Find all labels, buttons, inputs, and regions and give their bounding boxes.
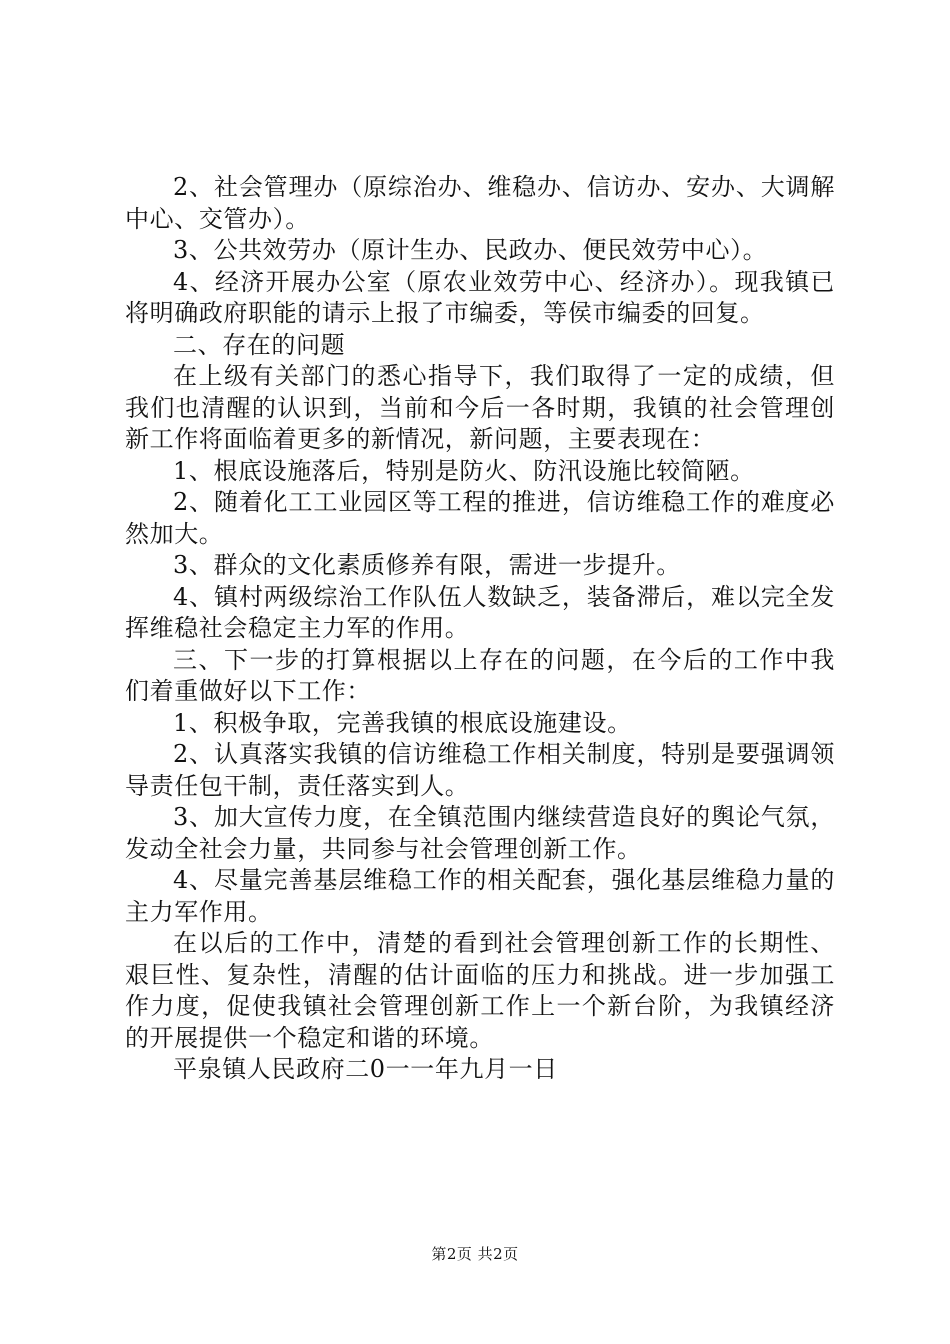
paragraph-problem-3: 3、群众的文化素质修养有限，需进一步提升。 [173, 551, 681, 579]
paragraph-public-service-office: 3、公共效劳办（原计生办、民政办、便民效劳中心）。 [173, 236, 768, 264]
paragraph-economic-development-office: 4、经济开展办公室（原农业效劳中心、经济办）。现我镇已将明确政府职能的请示上报了市编委，等侯市编委的回复。 [125, 267, 835, 327]
page-number-label: 第2页 共2页 [431, 1245, 519, 1263]
paragraph-plan-3: 3、加大宣传力度，在全镇范围内继续营造良好的舆论气氛，发动全社会力量，共同参与社会管理创新工作。 [125, 803, 835, 863]
section-heading-existing-problems: 二、存在的问题 [173, 330, 346, 359]
paragraph-problem-4: 4、镇村两级综治工作队伍人数缺乏，装备滞后，难以完全发挥维稳社会稳定主力军的作用。 [125, 582, 835, 642]
signature-line: 平泉镇人民政府二0一一年九月一日 [173, 1055, 558, 1083]
paragraph-plan-4: 4、尽量完善基层维稳工作的相关配套，强化基层维稳力量的主力军作用。 [125, 866, 835, 926]
paragraph-conclusion: 在以后的工作中，清楚的看到社会管理创新工作的长期性、艰巨性、复杂性，清醒的估计面临的压力和挑战。进一步加强工作力度，促使我镇社会管理创新工作上一个新台阶，为我镇经济的开展提供一个稳定和谐的环境。 [125, 929, 835, 1052]
paragraph-problems-intro: 在上级有关部门的悉心指导下，我们取得了一定的成绩，但我们也清醒的认识到，当前和今后一各时期，我镇的社会管理创新工作将面临着更多的新情况，新问题，主要表现在： [125, 362, 835, 453]
paragraph-problem-2: 2、随着化工工业园区等工程的推进，信访维稳工作的难度必然加大。 [125, 488, 835, 548]
paragraph-problem-1: 1、根底设施落后，特别是防火、防汛设施比较简陋。 [173, 456, 755, 485]
paragraph-plan-1: 1、积极争取，完善我镇的根底设施建设。 [173, 708, 632, 737]
document-body [125, 172, 835, 1086]
paragraph-social-management-office: 2、社会管理办（原综治办、维稳办、信访办、安办、大调解中心、交管办）。 [125, 173, 835, 233]
page-footer [0, 1244, 950, 1264]
section-heading-next-steps: 三、下一步的打算根据以上存在的问题，在今后的工作中我们着重做好以下工作： [125, 645, 835, 705]
paragraph-plan-2: 2、认真落实我镇的信访维稳工作相关制度，特别是要强调领导责任包干制，责任落实到人。 [125, 740, 835, 800]
